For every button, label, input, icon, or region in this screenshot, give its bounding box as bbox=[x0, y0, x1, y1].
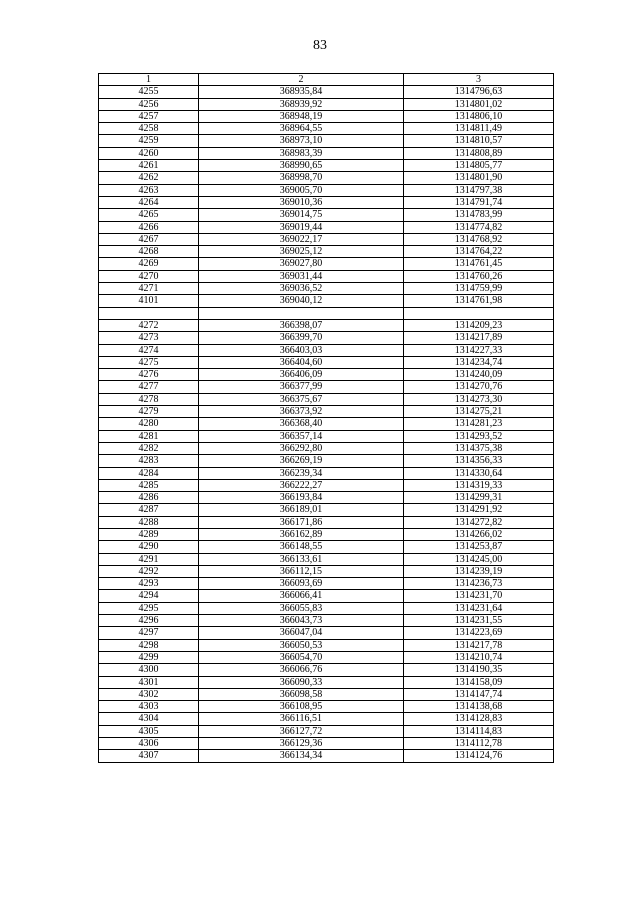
x-coordinate-cell: 366222,27 bbox=[199, 479, 404, 491]
y-coordinate-cell: 1314774,82 bbox=[404, 221, 554, 233]
point-number-cell: 4273 bbox=[99, 332, 199, 344]
point-number-cell: 4284 bbox=[99, 467, 199, 479]
x-coordinate-cell: 366066,41 bbox=[199, 590, 404, 602]
x-coordinate-cell: 366373,92 bbox=[199, 406, 404, 418]
x-coordinate-cell: 366148,55 bbox=[199, 541, 404, 553]
x-coordinate-cell: 369027,80 bbox=[199, 258, 404, 270]
point-number-cell: 4294 bbox=[99, 590, 199, 602]
y-coordinate-cell: 1314759,99 bbox=[404, 283, 554, 295]
page-number: 83 bbox=[313, 38, 327, 53]
y-coordinate-cell: 1314291,92 bbox=[404, 504, 554, 516]
point-number-cell: 4280 bbox=[99, 418, 199, 430]
y-coordinate-cell: 1314275,21 bbox=[404, 406, 554, 418]
table-row bbox=[99, 578, 554, 590]
point-number-cell bbox=[99, 307, 199, 319]
point-number-cell: 4259 bbox=[99, 135, 199, 147]
point-number-cell: 4269 bbox=[99, 258, 199, 270]
table-row bbox=[99, 602, 554, 614]
y-coordinate-cell: 1314330,64 bbox=[404, 467, 554, 479]
table-row bbox=[99, 615, 554, 627]
y-coordinate-cell: 1314791,74 bbox=[404, 196, 554, 208]
y-coordinate-cell: 1314114,83 bbox=[404, 725, 554, 737]
x-coordinate-cell: 368964,55 bbox=[199, 123, 404, 135]
x-coordinate-cell: 366129,36 bbox=[199, 738, 404, 750]
table-row bbox=[99, 479, 554, 491]
x-coordinate-cell: 368948,19 bbox=[199, 110, 404, 122]
y-coordinate-cell: 1314210,74 bbox=[404, 651, 554, 663]
table-row bbox=[99, 516, 554, 528]
x-coordinate-cell: 368983,39 bbox=[199, 147, 404, 159]
y-coordinate-cell: 1314231,55 bbox=[404, 615, 554, 627]
x-coordinate-cell: 368990,65 bbox=[199, 160, 404, 172]
point-number-cell: 4285 bbox=[99, 479, 199, 491]
x-coordinate-cell: 366055,83 bbox=[199, 602, 404, 614]
x-coordinate-cell: 366133,61 bbox=[199, 553, 404, 565]
x-coordinate-cell: 366404,60 bbox=[199, 356, 404, 368]
table-row bbox=[99, 442, 554, 454]
table-row bbox=[99, 147, 554, 159]
y-coordinate-cell: 1314356,33 bbox=[404, 455, 554, 467]
table-row bbox=[99, 221, 554, 233]
y-coordinate-cell: 1314273,30 bbox=[404, 393, 554, 405]
table-row bbox=[99, 455, 554, 467]
point-number-cell: 4265 bbox=[99, 209, 199, 221]
y-coordinate-cell: 1314797,38 bbox=[404, 184, 554, 196]
x-coordinate-cell: 369031,44 bbox=[199, 270, 404, 282]
x-coordinate-cell: 368973,10 bbox=[199, 135, 404, 147]
point-number-cell: 4306 bbox=[99, 738, 199, 750]
table-row bbox=[99, 688, 554, 700]
y-coordinate-cell: 1314796,63 bbox=[404, 86, 554, 98]
table-row bbox=[99, 369, 554, 381]
y-coordinate-cell: 1314272,82 bbox=[404, 516, 554, 528]
point-number-cell: 4289 bbox=[99, 528, 199, 540]
point-number-cell: 4300 bbox=[99, 664, 199, 676]
point-number-cell: 4287 bbox=[99, 504, 199, 516]
point-number-cell: 4264 bbox=[99, 196, 199, 208]
y-coordinate-cell: 1314240,09 bbox=[404, 369, 554, 381]
x-coordinate-cell: 366047,04 bbox=[199, 627, 404, 639]
x-coordinate-cell: 366189,01 bbox=[199, 504, 404, 516]
table-row bbox=[99, 393, 554, 405]
x-coordinate-cell: 366116,51 bbox=[199, 713, 404, 725]
table-row bbox=[99, 738, 554, 750]
point-number-cell: 4290 bbox=[99, 541, 199, 553]
table-row bbox=[99, 110, 554, 122]
y-coordinate-cell: 1314808,89 bbox=[404, 147, 554, 159]
point-number-cell: 4286 bbox=[99, 492, 199, 504]
y-coordinate-cell: 1314805,77 bbox=[404, 160, 554, 172]
y-coordinate-cell: 1314761,98 bbox=[404, 295, 554, 307]
table-row bbox=[99, 430, 554, 442]
y-coordinate-cell: 1314112,78 bbox=[404, 738, 554, 750]
point-number-cell: 4282 bbox=[99, 442, 199, 454]
point-number-cell: 4255 bbox=[99, 86, 199, 98]
x-coordinate-cell: 366098,58 bbox=[199, 688, 404, 700]
y-coordinate-cell: 1314760,26 bbox=[404, 270, 554, 282]
table-row bbox=[99, 246, 554, 258]
point-number-cell: 4291 bbox=[99, 553, 199, 565]
table-row bbox=[99, 565, 554, 577]
x-coordinate-cell: 366368,40 bbox=[199, 418, 404, 430]
table-row bbox=[99, 270, 554, 282]
x-coordinate-cell: 366375,67 bbox=[199, 393, 404, 405]
table-row bbox=[99, 123, 554, 135]
column-header-1: 1 bbox=[99, 74, 199, 86]
table-header bbox=[99, 74, 554, 86]
table-row bbox=[99, 135, 554, 147]
point-number-cell: 4268 bbox=[99, 246, 199, 258]
y-coordinate-cell: 1314227,33 bbox=[404, 344, 554, 356]
table-row bbox=[99, 664, 554, 676]
table-row bbox=[99, 627, 554, 639]
y-coordinate-cell: 1314801,02 bbox=[404, 98, 554, 110]
point-number-cell: 4297 bbox=[99, 627, 199, 639]
point-number-cell: 4302 bbox=[99, 688, 199, 700]
point-number-cell: 4263 bbox=[99, 184, 199, 196]
table-row bbox=[99, 639, 554, 651]
table-row bbox=[99, 332, 554, 344]
y-coordinate-cell: 1314236,73 bbox=[404, 578, 554, 590]
x-coordinate-cell: 366043,73 bbox=[199, 615, 404, 627]
x-coordinate-cell: 366108,95 bbox=[199, 701, 404, 713]
x-coordinate-cell: 369010,36 bbox=[199, 196, 404, 208]
x-coordinate-cell: 366292,80 bbox=[199, 442, 404, 454]
y-coordinate-cell: 1314124,76 bbox=[404, 750, 554, 762]
point-number-cell: 4267 bbox=[99, 233, 199, 245]
table-row bbox=[99, 406, 554, 418]
y-coordinate-cell: 1314801,90 bbox=[404, 172, 554, 184]
table-row bbox=[99, 184, 554, 196]
point-number-cell: 4261 bbox=[99, 160, 199, 172]
y-coordinate-cell: 1314128,83 bbox=[404, 713, 554, 725]
table-header-row bbox=[99, 74, 554, 86]
coordinates-table bbox=[98, 73, 554, 763]
x-coordinate-cell: 366162,89 bbox=[199, 528, 404, 540]
table-row bbox=[99, 504, 554, 516]
table-row bbox=[99, 344, 554, 356]
point-number-cell: 4281 bbox=[99, 430, 199, 442]
y-coordinate-cell: 1314270,76 bbox=[404, 381, 554, 393]
x-coordinate-cell: 366093,69 bbox=[199, 578, 404, 590]
point-number-cell: 4101 bbox=[99, 295, 199, 307]
y-coordinate-cell: 1314768,92 bbox=[404, 233, 554, 245]
y-coordinate-cell: 1314223,69 bbox=[404, 627, 554, 639]
table-row bbox=[99, 541, 554, 553]
x-coordinate-cell: 366050,53 bbox=[199, 639, 404, 651]
y-coordinate-cell: 1314783,99 bbox=[404, 209, 554, 221]
table-body bbox=[99, 86, 554, 762]
column-header-2: 2 bbox=[199, 74, 404, 86]
x-coordinate-cell: 366239,34 bbox=[199, 467, 404, 479]
point-number-cell: 4272 bbox=[99, 319, 199, 331]
x-coordinate-cell: 366090,33 bbox=[199, 676, 404, 688]
y-coordinate-cell: 1314253,87 bbox=[404, 541, 554, 553]
point-number-cell: 4298 bbox=[99, 639, 199, 651]
table-row bbox=[99, 467, 554, 479]
x-coordinate-cell: 368998,70 bbox=[199, 172, 404, 184]
y-coordinate-cell: 1314231,64 bbox=[404, 602, 554, 614]
table-row bbox=[99, 381, 554, 393]
point-number-cell: 4258 bbox=[99, 123, 199, 135]
y-coordinate-cell: 1314147,74 bbox=[404, 688, 554, 700]
x-coordinate-cell: 369025,12 bbox=[199, 246, 404, 258]
point-number-cell: 4277 bbox=[99, 381, 199, 393]
table-row bbox=[99, 172, 554, 184]
point-number-cell: 4296 bbox=[99, 615, 199, 627]
table-row bbox=[99, 319, 554, 331]
table-row bbox=[99, 528, 554, 540]
x-coordinate-cell: 366134,34 bbox=[199, 750, 404, 762]
point-number-cell: 4262 bbox=[99, 172, 199, 184]
point-number-cell: 4276 bbox=[99, 369, 199, 381]
table-row bbox=[99, 98, 554, 110]
x-coordinate-cell: 369022,17 bbox=[199, 233, 404, 245]
y-coordinate-cell: 1314158,09 bbox=[404, 676, 554, 688]
point-number-cell: 4307 bbox=[99, 750, 199, 762]
x-coordinate-cell: 369005,70 bbox=[199, 184, 404, 196]
table-row bbox=[99, 258, 554, 270]
table-row bbox=[99, 356, 554, 368]
x-coordinate-cell: 366193,84 bbox=[199, 492, 404, 504]
x-coordinate-cell: 366066,76 bbox=[199, 664, 404, 676]
point-number-cell: 4288 bbox=[99, 516, 199, 528]
y-coordinate-cell: 1314234,74 bbox=[404, 356, 554, 368]
x-coordinate-cell: 369040,12 bbox=[199, 295, 404, 307]
x-coordinate-cell: 368939,92 bbox=[199, 98, 404, 110]
table-row bbox=[99, 283, 554, 295]
x-coordinate-cell: 368935,84 bbox=[199, 86, 404, 98]
y-coordinate-cell: 1314293,52 bbox=[404, 430, 554, 442]
x-coordinate-cell: 369014,75 bbox=[199, 209, 404, 221]
point-number-cell: 4279 bbox=[99, 406, 199, 418]
x-coordinate-cell: 366399,70 bbox=[199, 332, 404, 344]
column-header-3: 3 bbox=[404, 74, 554, 86]
table-row bbox=[99, 307, 554, 319]
point-number-cell: 4256 bbox=[99, 98, 199, 110]
x-coordinate-cell: 366403,03 bbox=[199, 344, 404, 356]
point-number-cell: 4275 bbox=[99, 356, 199, 368]
y-coordinate-cell: 1314239,19 bbox=[404, 565, 554, 577]
x-coordinate-cell: 366406,09 bbox=[199, 369, 404, 381]
table-row bbox=[99, 295, 554, 307]
x-coordinate-cell: 366112,15 bbox=[199, 565, 404, 577]
y-coordinate-cell: 1314319,33 bbox=[404, 479, 554, 491]
table-row bbox=[99, 725, 554, 737]
point-number-cell: 4299 bbox=[99, 651, 199, 663]
y-coordinate-cell: 1314266,02 bbox=[404, 528, 554, 540]
point-number-cell: 4271 bbox=[99, 283, 199, 295]
table-row bbox=[99, 590, 554, 602]
x-coordinate-cell: 366357,14 bbox=[199, 430, 404, 442]
point-number-cell: 4304 bbox=[99, 713, 199, 725]
point-number-cell: 4293 bbox=[99, 578, 199, 590]
y-coordinate-cell: 1314231,70 bbox=[404, 590, 554, 602]
x-coordinate-cell: 366127,72 bbox=[199, 725, 404, 737]
y-coordinate-cell: 1314299,31 bbox=[404, 492, 554, 504]
table-row bbox=[99, 676, 554, 688]
point-number-cell: 4274 bbox=[99, 344, 199, 356]
x-coordinate-cell: 369036,52 bbox=[199, 283, 404, 295]
table-row bbox=[99, 209, 554, 221]
y-coordinate-cell: 1314375,38 bbox=[404, 442, 554, 454]
y-coordinate-cell: 1314811,49 bbox=[404, 123, 554, 135]
y-coordinate-cell: 1314806,10 bbox=[404, 110, 554, 122]
table-row bbox=[99, 233, 554, 245]
point-number-cell: 4295 bbox=[99, 602, 199, 614]
x-coordinate-cell: 366269,19 bbox=[199, 455, 404, 467]
point-number-cell: 4301 bbox=[99, 676, 199, 688]
table-row bbox=[99, 418, 554, 430]
table-row bbox=[99, 713, 554, 725]
point-number-cell: 4257 bbox=[99, 110, 199, 122]
y-coordinate-cell: 1314217,89 bbox=[404, 332, 554, 344]
table-row bbox=[99, 553, 554, 565]
x-coordinate-cell: 369019,44 bbox=[199, 221, 404, 233]
x-coordinate-cell: 366377,99 bbox=[199, 381, 404, 393]
point-number-cell: 4283 bbox=[99, 455, 199, 467]
point-number-cell: 4303 bbox=[99, 701, 199, 713]
y-coordinate-cell: 1314281,23 bbox=[404, 418, 554, 430]
table-row bbox=[99, 196, 554, 208]
y-coordinate-cell: 1314217,78 bbox=[404, 639, 554, 651]
point-number-cell: 4278 bbox=[99, 393, 199, 405]
x-coordinate-cell bbox=[199, 307, 404, 319]
y-coordinate-cell: 1314764,22 bbox=[404, 246, 554, 258]
table-row bbox=[99, 492, 554, 504]
point-number-cell: 4260 bbox=[99, 147, 199, 159]
point-number-cell: 4270 bbox=[99, 270, 199, 282]
y-coordinate-cell: 1314138,68 bbox=[404, 701, 554, 713]
y-coordinate-cell: 1314810,57 bbox=[404, 135, 554, 147]
point-number-cell: 4266 bbox=[99, 221, 199, 233]
point-number-cell: 4292 bbox=[99, 565, 199, 577]
x-coordinate-cell: 366171,86 bbox=[199, 516, 404, 528]
table-row bbox=[99, 86, 554, 98]
y-coordinate-cell: 1314190,35 bbox=[404, 664, 554, 676]
y-coordinate-cell: 1314245,00 bbox=[404, 553, 554, 565]
x-coordinate-cell: 366398,07 bbox=[199, 319, 404, 331]
x-coordinate-cell: 366054,70 bbox=[199, 651, 404, 663]
table-row bbox=[99, 750, 554, 762]
table-row bbox=[99, 651, 554, 663]
y-coordinate-cell: 1314761,45 bbox=[404, 258, 554, 270]
table-row bbox=[99, 701, 554, 713]
table-row bbox=[99, 160, 554, 172]
point-number-cell: 4305 bbox=[99, 725, 199, 737]
y-coordinate-cell bbox=[404, 307, 554, 319]
y-coordinate-cell: 1314209,23 bbox=[404, 319, 554, 331]
